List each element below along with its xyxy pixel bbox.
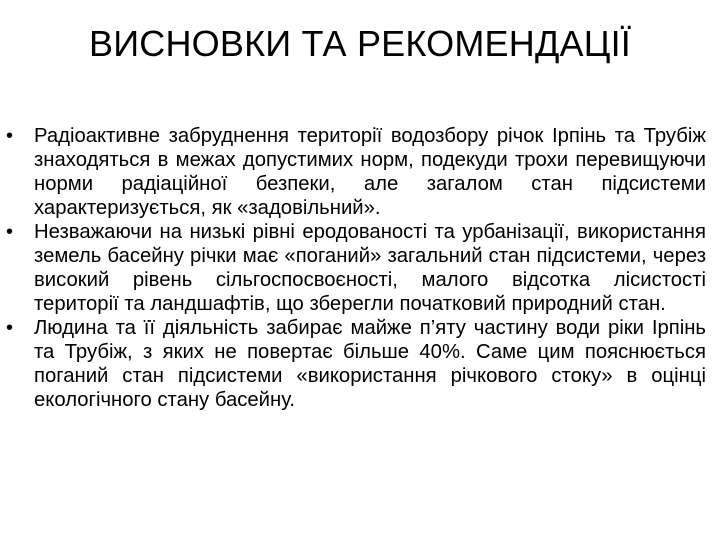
bullet-list <box>0 124 720 412</box>
bullet-item <box>0 124 706 220</box>
bullet-text: Радіоактивне забруднення території водозбору річок Ірпінь та Трубіж знаходяться в межах допустимих норм, подекуди трохи перевищуючи норми радіаційної безпеки, але загалом стан підсистеми характеризується, як «задовільний». <box>34 125 706 219</box>
bullet-item <box>0 316 706 412</box>
bullet-icon: • <box>6 317 14 339</box>
bullet-text: Людина та її діяльність забирає майже п’яту частину води ріки Ірпінь та Трубіж, з яких не повертає більше 40%. Саме цим пояснюється поганий стан підсистеми «використання річкового стоку» в оцінці екологічного стану басейну. <box>34 317 706 411</box>
bullet-item <box>0 220 706 316</box>
bullet-icon: • <box>6 221 14 243</box>
bullet-text: Незважаючи на низькі рівні еродованості та урбанізації, використання земель басейну річки має «поганий» загальний стан підсистеми, через високий рівень сільгоспосвоєності, малого відсотка лісистості території та ландшафтів, що зберегли початковий природний стан. <box>34 221 706 315</box>
slide-title: ВИСНОВКИ ТА РЕКОМЕНДАЦІЇ <box>89 23 631 64</box>
bullet-icon: • <box>6 125 14 147</box>
